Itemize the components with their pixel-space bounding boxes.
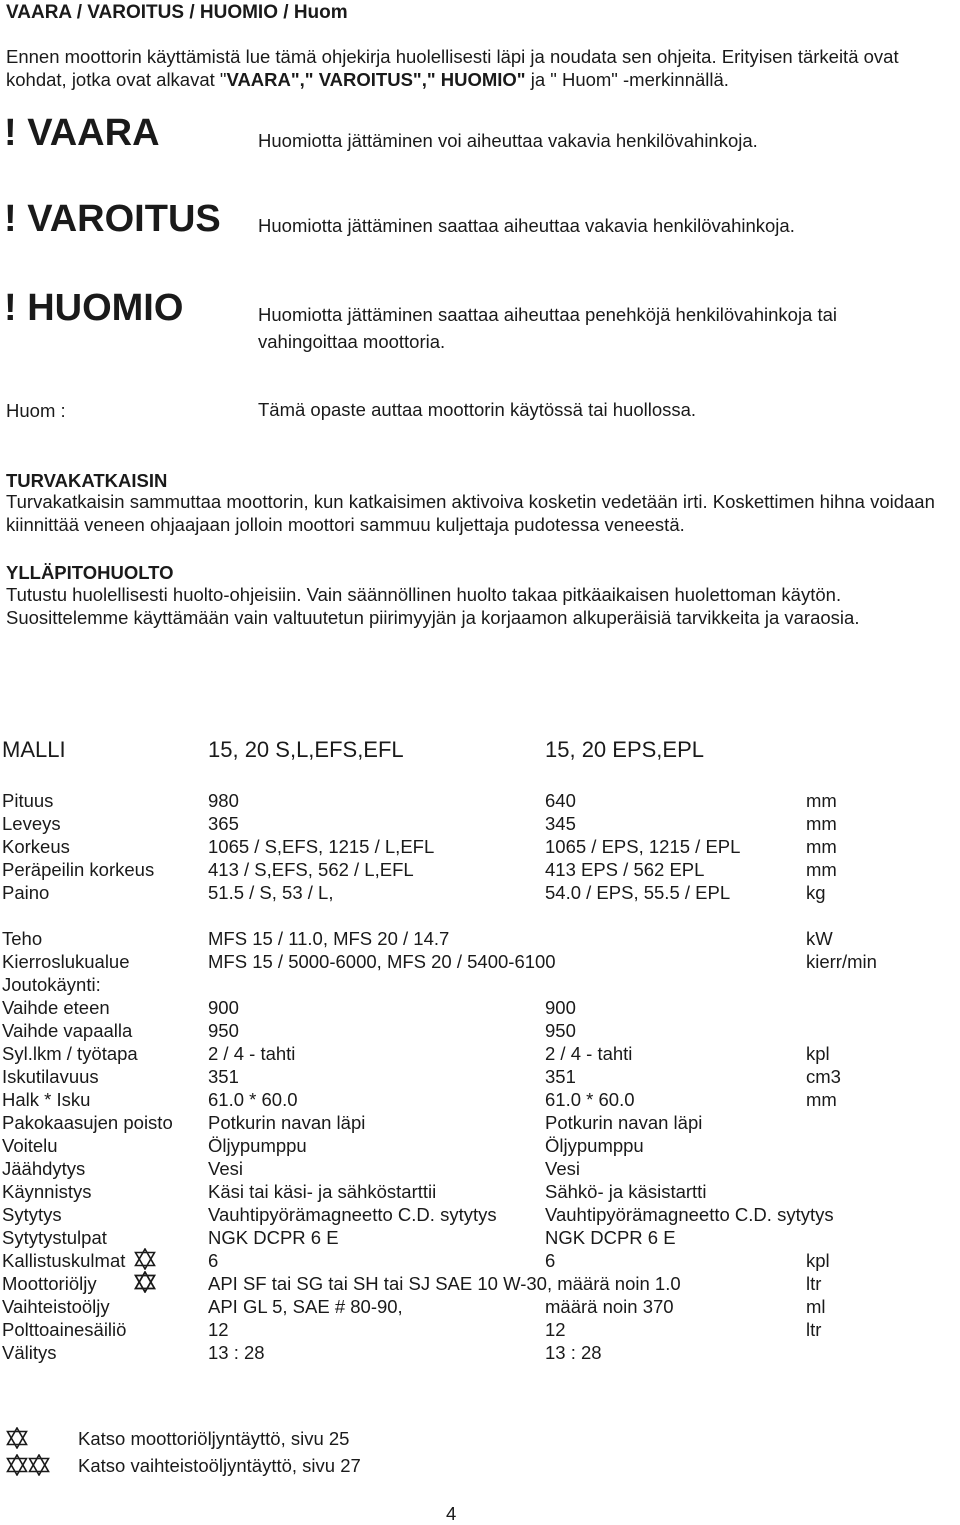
spec-label: Iskutilavuus — [2, 1066, 99, 1087]
spec-header-col-a: 15, 20 S,L,EFS,EFL — [208, 737, 404, 762]
spec-value-a: 900 — [208, 997, 239, 1018]
spec-label: Paino — [2, 882, 50, 903]
spec-label: Halk * Isku — [2, 1089, 91, 1110]
spec-row — [0, 836, 960, 859]
spec-value-a: Vesi — [208, 1158, 243, 1179]
huomio-text-line1: Huomiotta jättäminen saattaa aiheuttaa penehköjä henkilövahinkoja tai — [258, 304, 838, 325]
spec-row — [0, 997, 960, 1020]
yllapitohuolto-title: YLLÄPITOHUOLTO — [6, 562, 174, 583]
spec-value-a: 2 / 4 - tahti — [208, 1043, 296, 1064]
page-title: VAARA / VAROITUS / HUOMIO / Huom — [6, 2, 348, 23]
spec-label: Jäähdytys — [2, 1158, 86, 1179]
spec-unit: mm — [806, 836, 837, 857]
spec-row — [0, 951, 960, 974]
spec-unit: mm — [806, 813, 837, 834]
spec-row — [0, 1112, 960, 1135]
spec-value-a: 351 — [208, 1066, 239, 1087]
spec-value-a: 1065 / S,EFS, 1215 / L,EFL — [208, 836, 435, 857]
spec-value-a: 365 — [208, 813, 239, 834]
spec-value-a: API SF tai SG tai SH tai SJ SAE 10 W-30, määrä noin 1.0 — [208, 1273, 681, 1294]
yllapitohuolto-text: Tutustu huolellisesti huolto-ohjeisiin. Vain säännöllinen huolto takaa pitkäaikaisen huolettoman käytön. Suosittelemme käyttämään vain valtuutetun piirimyyjän ja korjaamon alkuperäisiä tarvikkeita ja varaosia. — [6, 584, 860, 628]
spec-value-a: MFS 15 / 5000-6000, MFS 20 / 5400-6100 — [208, 951, 556, 972]
footnote-star-icon — [6, 1427, 28, 1449]
spec-label: Voitelu — [2, 1135, 58, 1156]
spec-row — [0, 1273, 960, 1296]
spec-unit: kierr/min — [806, 951, 877, 972]
spec-label: Sytytystulpat — [2, 1227, 107, 1248]
varoitus-text: Huomiotta jättäminen saattaa aiheuttaa vakavia henkilövahinkoja. — [258, 215, 795, 236]
spec-label: Käynnistys — [2, 1181, 92, 1202]
spec-value-b: 345 — [545, 813, 576, 834]
spec-value-a: API GL 5, SAE # 80-90, — [208, 1296, 403, 1317]
spec-unit: mm — [806, 1089, 837, 1110]
spec-row — [0, 1250, 960, 1273]
spec-value-a: 61.0 * 60.0 — [208, 1089, 298, 1110]
turvakatkaisin-title: TURVAKATKAISIN — [6, 470, 168, 491]
spec-value-a: Öljypumppu — [208, 1135, 307, 1156]
spec-value-a: Vauhtipyörämagneetto C.D. sytytys — [208, 1204, 497, 1225]
turvakatkaisin-text: Turvakatkaisin sammuttaa moottorin, kun katkaisimen aktivoiva kosketin vedetään irti. Koskettimen hihna voidaan kiinnittää veneen ohjaajaan jolloin moottori sammuu kuljettaja pudotessa veneestä. — [6, 491, 935, 535]
spec-label: Sytytys — [2, 1204, 62, 1225]
page-number: 4 — [446, 1503, 457, 1524]
spec-value-a: Potkurin navan läpi — [208, 1112, 366, 1133]
varoitus-label: ! VAROITUS — [4, 198, 221, 240]
spec-value-b: Vesi — [545, 1158, 580, 1179]
spec-row — [0, 1020, 960, 1043]
spec-label: Kallistuskulmat — [2, 1250, 126, 1271]
spec-value-b: 900 — [545, 997, 576, 1018]
spec-row — [0, 813, 960, 836]
spec-label: Vaihde vapaalla — [2, 1020, 133, 1041]
spec-label: Välitys — [2, 1342, 57, 1363]
spec-label: Joutokäynti: — [2, 974, 101, 995]
huom-text: Tämä opaste auttaa moottorin käytössä tai huollossa. — [258, 399, 697, 420]
spec-value-b: 2 / 4 - tahti — [545, 1043, 633, 1064]
spec-label: Leveys — [2, 813, 61, 834]
spec-value-b: Sähkö- ja käsistartti — [545, 1181, 707, 1202]
spec-row — [0, 1181, 960, 1204]
spec-value-b: 413 EPS / 562 EPL — [545, 859, 705, 880]
spec-row — [0, 790, 960, 813]
footnote-text: Katso moottoriöljyntäyttö, sivu 25 — [78, 1428, 350, 1449]
spec-header-col-b: 15, 20 EPS,EPL — [545, 737, 704, 762]
spec-value-a: 12 — [208, 1319, 229, 1340]
spec-value-b: Vauhtipyörämagneetto C.D. sytytys — [545, 1204, 834, 1225]
spec-label: Peräpeilin korkeus — [2, 859, 155, 880]
spec-unit: kW — [806, 928, 833, 949]
vaara-text: Huomiotta jättäminen voi aiheuttaa vakavia henkilövahinkoja. — [258, 130, 758, 151]
spec-value-b: 13 : 28 — [545, 1342, 602, 1363]
spec-unit: kpl — [806, 1043, 830, 1064]
spec-value-b: 640 — [545, 790, 576, 811]
spec-value-b: 61.0 * 60.0 — [545, 1089, 635, 1110]
huomio-text-line2: vahingoittaa moottoria. — [258, 331, 446, 352]
spec-value-b: 6 — [545, 1250, 556, 1271]
spec-row — [0, 882, 960, 905]
spec-label: Pakokaasujen poisto — [2, 1112, 173, 1133]
spec-value-b: 54.0 / EPS, 55.5 / EPL — [545, 882, 731, 903]
spec-value-b: 950 — [545, 1020, 576, 1041]
huom-label: Huom : — [6, 400, 66, 421]
footnote-text: Katso vaihteistoöljyntäyttö, sivu 27 — [78, 1455, 361, 1476]
spec-label: Syl.lkm / työtapa — [2, 1043, 138, 1064]
spec-value-b: Potkurin navan läpi — [545, 1112, 703, 1133]
spec-label: Kierroslukualue — [2, 951, 130, 972]
footnote-star-icon — [6, 1454, 50, 1476]
huomio-label: ! HUOMIO — [4, 287, 184, 329]
spec-value-a: 6 — [208, 1250, 219, 1271]
spec-value-b: Öljypumppu — [545, 1135, 644, 1156]
spec-unit: ml — [806, 1296, 826, 1317]
spec-unit: mm — [806, 790, 837, 811]
spec-value-a: 980 — [208, 790, 239, 811]
spec-unit: kg — [806, 882, 826, 903]
spec-value-a: 413 / S,EFS, 562 / L,EFL — [208, 859, 414, 880]
spec-value-a: 51.5 / S, 53 / L, — [208, 882, 334, 903]
spec-row — [0, 859, 960, 882]
spec-value-a: 13 : 28 — [208, 1342, 265, 1363]
spec-value-a: 950 — [208, 1020, 239, 1041]
spec-row — [0, 1296, 960, 1319]
spec-label: Pituus — [2, 790, 54, 811]
spec-row — [0, 1204, 960, 1227]
spec-header-label: MALLI — [2, 737, 66, 762]
spec-unit: ltr — [806, 1319, 822, 1340]
spec-value-a: NGK DCPR 6 E — [208, 1227, 339, 1248]
spec-value-b: 351 — [545, 1066, 576, 1087]
spec-label: Korkeus — [2, 836, 70, 857]
spec-value-a: Käsi tai käsi- ja sähköstarttii — [208, 1181, 437, 1202]
spec-value-a: MFS 15 / 11.0, MFS 20 / 14.7 — [208, 928, 450, 949]
spec-unit: kpl — [806, 1250, 830, 1271]
vaara-label: ! VAARA — [4, 112, 160, 154]
intro-paragraph: Ennen moottorin käyttämistä lue tämä ohjekirja huolellisesti läpi ja noudata sen ohjeita. Erityisen tärkeitä ovat kohdat, jotka ovat alkavat "VAARA"," VAROITUS"," HUOMIO" ja " Huom" -merkinnällä. — [6, 46, 899, 90]
spec-value-b: 1065 / EPS, 1215 / EPL — [545, 836, 741, 857]
spec-row — [0, 1227, 960, 1250]
spec-unit: mm — [806, 859, 837, 880]
spec-label: Polttoainesäiliö — [2, 1319, 127, 1340]
spec-value-b: määrä noin 370 — [545, 1296, 674, 1317]
spec-label: Moottoriöljy — [2, 1273, 97, 1294]
spec-row — [0, 1342, 960, 1365]
spec-unit: cm3 — [806, 1066, 841, 1087]
spec-label: Vaihde eteen — [2, 997, 110, 1018]
spec-row — [0, 1066, 960, 1089]
spec-row — [0, 974, 960, 997]
spec-row — [0, 1319, 960, 1342]
spec-row — [0, 928, 960, 951]
spec-label: Teho — [2, 928, 43, 949]
spec-value-b: NGK DCPR 6 E — [545, 1227, 676, 1248]
spec-row — [0, 1043, 960, 1066]
spec-unit: ltr — [806, 1273, 822, 1294]
spec-label: Vaihteistoöljy — [2, 1296, 110, 1317]
spec-row — [0, 1158, 960, 1181]
spec-row — [0, 1089, 960, 1112]
spec-row — [0, 1135, 960, 1158]
spec-value-b: 12 — [545, 1319, 566, 1340]
